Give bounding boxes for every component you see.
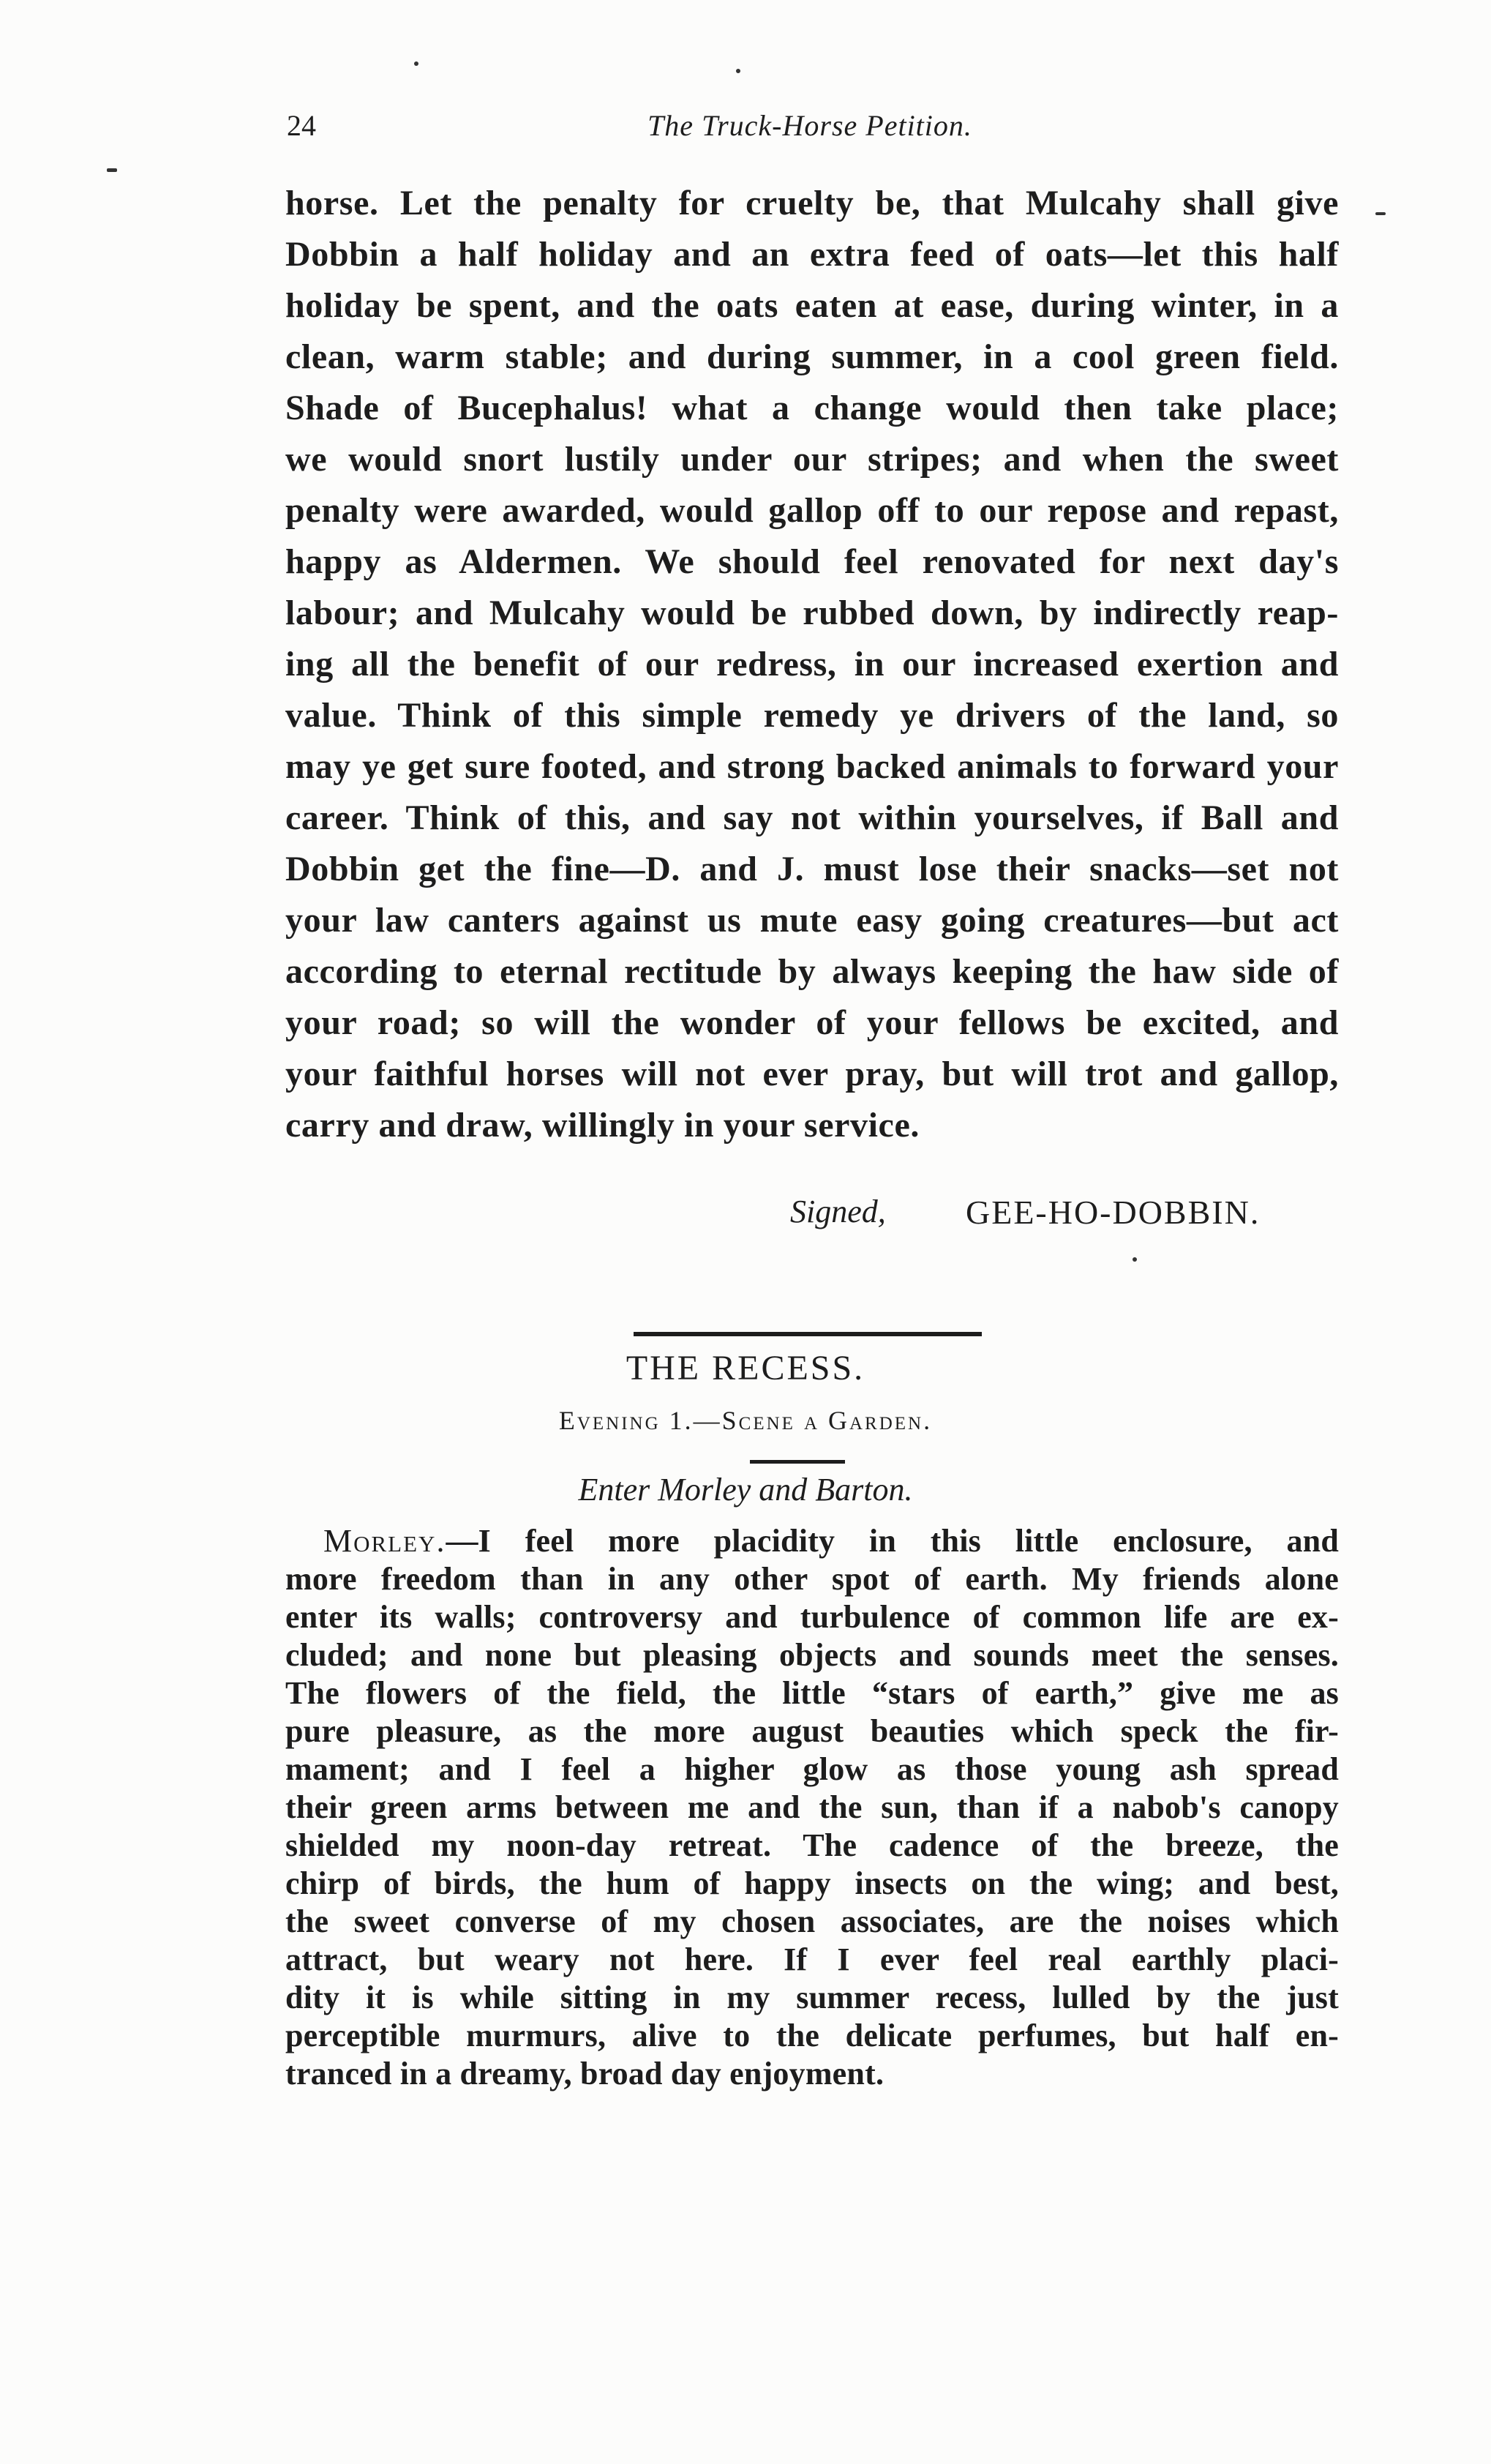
text-line: the sweet converse of my chosen associates, are the noises which	[285, 1903, 1339, 1939]
running-head: The Truck-Horse Petition.	[647, 109, 972, 142]
text-line: enter its walls; controversy and turbulence of common life are ex-	[285, 1599, 1339, 1635]
text-line: The flowers of the field, the little “stars of earth,” give me as	[285, 1675, 1339, 1711]
text-line: perceptible murmurs, alive to the delicate perfumes, but half en-	[285, 2018, 1339, 2053]
print-speck	[414, 61, 418, 66]
section-title: THE RECESS.	[626, 1349, 865, 1388]
section-subtitle: Evening 1.—Scene a Garden.	[558, 1406, 933, 1435]
text-line: happy as Aldermen. We should feel renovated for next day's	[285, 542, 1339, 581]
text-line: shielded my noon-day retreat. The cadence of the breeze, the	[285, 1827, 1339, 1863]
signed-label: Signed,	[790, 1194, 886, 1229]
text-line: penalty were awarded, would gallop off to our repose and repast,	[285, 491, 1339, 530]
text-line: their green arms between me and the sun, than if a nabob's canopy	[285, 1789, 1339, 1825]
text-line: your faithful horses will not ever pray, but will trot and gallop,	[285, 1055, 1339, 1093]
print-speck	[1133, 1257, 1137, 1262]
text-line: horse. Let the penalty for cruelty be, that Mulcahy shall give	[285, 184, 1339, 222]
text-line: mament; and I feel a higher glow as those young ash spread	[285, 1751, 1339, 1787]
text-line: cluded; and none but pleasing objects and sounds meet the senses.	[285, 1637, 1339, 1673]
text-line: Shade of Bucephalus! what a change would then take place;	[285, 389, 1339, 427]
text-line: ing all the benefit of our redress, in our increased exertion and	[285, 645, 1339, 684]
text-line	[285, 1522, 1339, 1559]
text-line: Dobbin get the fine—D. and J. must lose their snacks—set not	[285, 850, 1339, 888]
page-header	[287, 108, 1333, 152]
text-line: attract, but weary not here. If I ever feel real earthly placi-	[285, 1941, 1339, 1977]
text-line: clean, warm stable; and during summer, in a cool green field.	[285, 337, 1339, 376]
speaker-name: Morley.	[323, 1523, 446, 1559]
text-line: pure pleasure, as the more august beauties which speck the fir-	[285, 1713, 1339, 1749]
text-line: value. Think of this simple remedy ye drivers of the land, so	[285, 696, 1339, 735]
text-line: dity it is while sitting in my summer recess, lulled by the just	[285, 1980, 1339, 2015]
text-line: your road; so will the wonder of your fellows be excited, and	[285, 1003, 1339, 1042]
signature-block	[790, 1193, 1361, 1240]
text-line: your law canters against us mute easy going creatures—but act	[285, 901, 1339, 940]
text-line: Dobbin a half holiday and an extra feed of oats—let this half	[285, 235, 1339, 274]
text-line: chirp of birds, the hum of happy insects on the wing; and best,	[285, 1865, 1339, 1901]
print-speck	[1375, 212, 1386, 215]
text-line: according to eternal rectitude by always keeping the haw side of	[285, 952, 1339, 991]
text-line: may ye get sure footed, and strong backed animals to forward your	[285, 747, 1339, 786]
text-line: holiday be spent, and the oats eaten at ease, during winter, in a	[285, 286, 1339, 325]
print-speck	[107, 168, 117, 172]
print-speck	[736, 69, 740, 73]
text-line: more freedom than in any other spot of earth. My friends alone	[285, 1561, 1339, 1597]
signer-name: GEE-HO-DOBBIN.	[966, 1194, 1261, 1231]
page-number: 24	[287, 109, 316, 142]
text-line: tranced in a dreamy, broad day enjoyment.	[285, 2056, 885, 2092]
section-divider	[634, 1332, 982, 1336]
stage-direction: Enter Morley and Barton.	[578, 1472, 913, 1508]
short-divider	[750, 1460, 845, 1464]
text-line: we would snort lustily under our stripes; and when the sweet	[285, 440, 1339, 479]
text-line: labour; and Mulcahy would be rubbed down, by indirectly reap-	[285, 593, 1339, 632]
text-line: carry and draw, willingly in your service.	[285, 1106, 920, 1145]
speech-line: —I feel more placidity in this little enclosure, and	[446, 1523, 1339, 1559]
text-line: career. Think of this, and say not within yourselves, if Ball and	[285, 798, 1339, 837]
